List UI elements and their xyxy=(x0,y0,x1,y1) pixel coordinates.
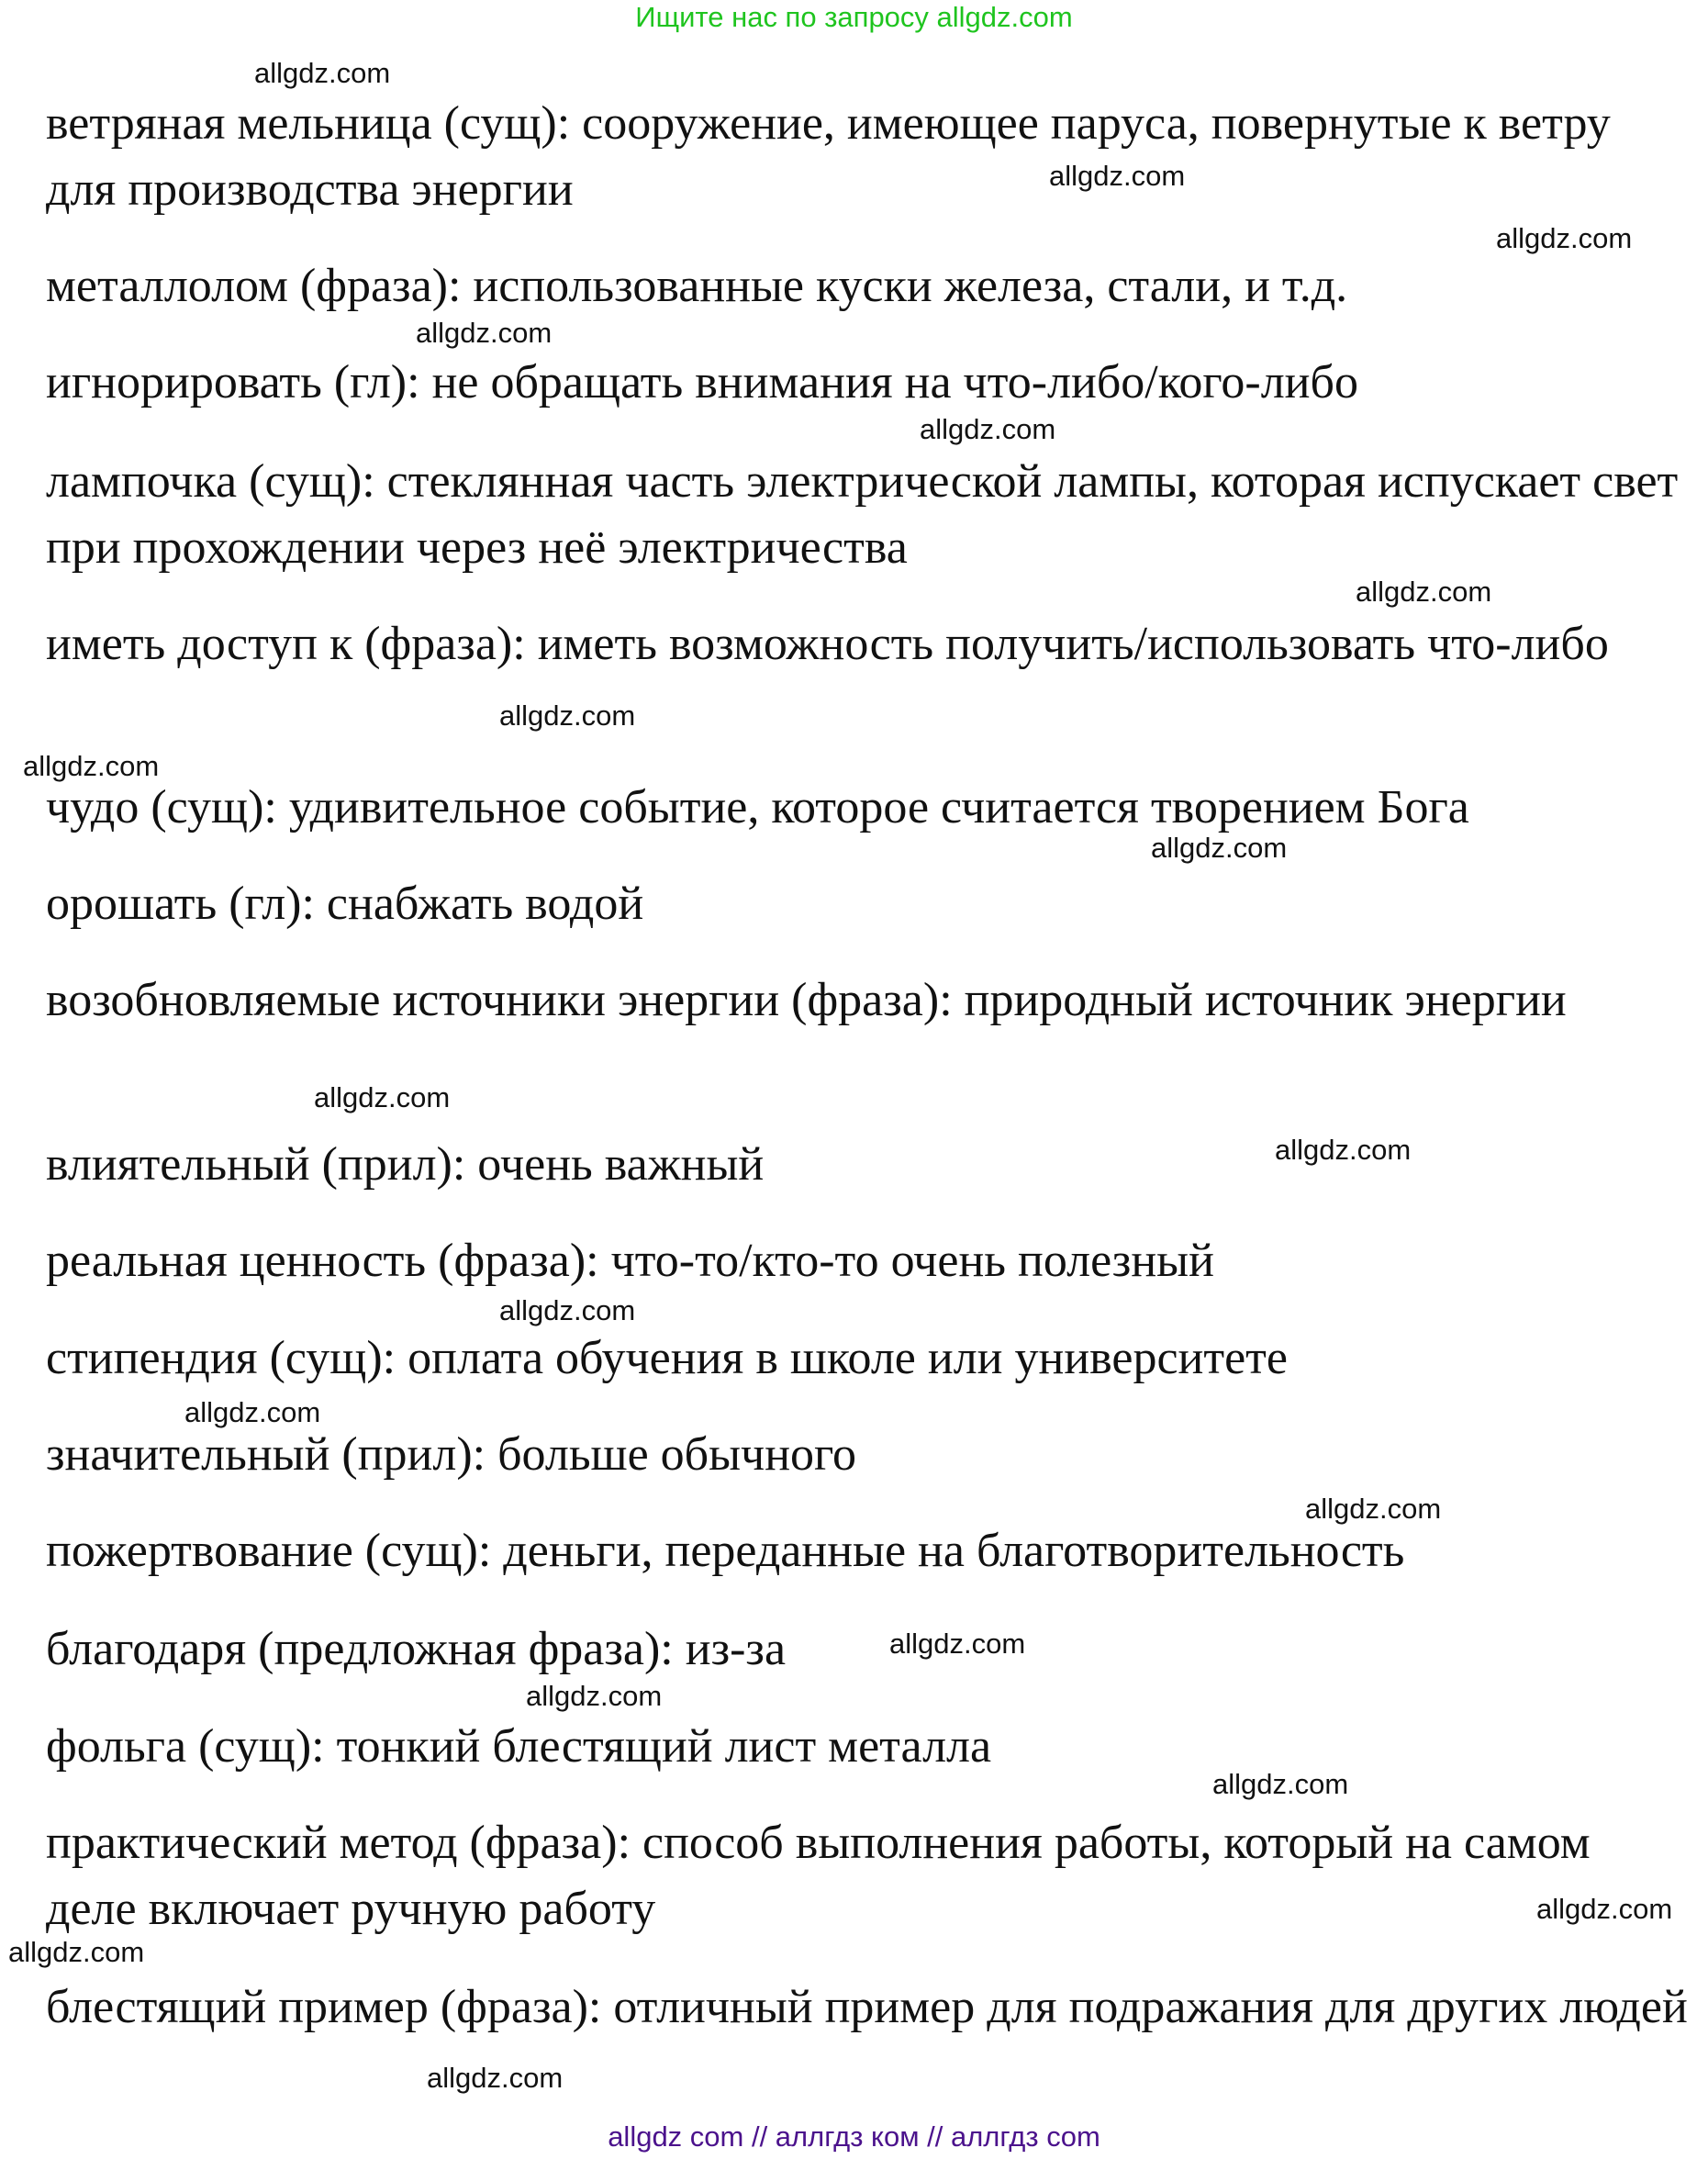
watermark-text: allgdz.com xyxy=(1275,1134,1412,1166)
watermark-text: allgdz.com xyxy=(920,413,1056,445)
watermark-text: allgdz.com xyxy=(1536,1893,1673,1925)
vocabulary-entry: практический метод (фраза): способ выполнения работы, который на самом деле включает ручную работу xyxy=(46,1817,1591,1935)
vocabulary-entry: игнорировать (гл): не обращать внимания на что-либо/кого-либо xyxy=(46,356,1358,408)
vocabulary-entry: фольга (сущ): тонкий блестящий лист металла xyxy=(46,1720,992,1773)
search-banner: Ищите нас по запросу allgdz.com xyxy=(635,1,1073,33)
watermark-text: allgdz.com xyxy=(254,57,391,89)
watermark-text: allgdz.com xyxy=(1356,576,1492,608)
watermark-text: allgdz.com xyxy=(23,750,160,782)
watermark-text: allgdz.com xyxy=(499,1294,636,1326)
vocabulary-entry: металлолом (фраза): использованные куски железа, стали, и т.д. xyxy=(46,260,1348,312)
vocabulary-entry: влиятельный (прил): очень важный xyxy=(46,1138,765,1191)
vocabulary-entry: орошать (гл): снабжать водой xyxy=(46,878,644,930)
vocabulary-entry: блестящий пример (фраза): отличный пример для подражания для других людей xyxy=(46,1981,1688,2033)
watermark-text: allgdz.com xyxy=(889,1628,1026,1660)
watermark-text: allgdz.com xyxy=(499,699,636,732)
watermark-text: allgdz.com xyxy=(427,2062,564,2094)
watermark-text: allgdz.com xyxy=(1496,222,1633,254)
footer-banner: allgdz com // аллгдз ком // аллгдз com xyxy=(608,2120,1100,2153)
watermark-text: allgdz.com xyxy=(1212,1768,1349,1800)
vocabulary-entry: пожертвование (сущ): деньги, переданные на благотворительность xyxy=(46,1525,1405,1577)
watermark-text: allgdz.com xyxy=(8,1936,145,1968)
vocabulary-entry: значительный (прил): больше обычного xyxy=(46,1428,857,1481)
watermark-text: allgdz.com xyxy=(526,1680,663,1712)
watermark-text: allgdz.com xyxy=(1305,1493,1442,1525)
watermark-text: allgdz.com xyxy=(416,317,553,349)
vocabulary-entry: реальная ценность (фраза): что-то/кто-то очень полезный xyxy=(46,1235,1214,1287)
watermark-text: allgdz.com xyxy=(1049,160,1186,192)
watermark-text: allgdz.com xyxy=(1151,832,1288,864)
vocabulary-entry: возобновляемые источники энергии (фраза): природный источник энергии xyxy=(46,974,1567,1026)
vocabulary-entry: лампочка (сущ): стеклянная часть электрической лампы, которая испускает свет при прохождении через неё электричества xyxy=(46,455,1679,574)
watermark-text: allgdz.com xyxy=(314,1081,451,1113)
vocabulary-entry: чудо (сущ): удивительное событие, которое считается творением Бога xyxy=(46,781,1469,833)
vocabulary-entry: стипендия (сущ): оплата обучения в школе или университете xyxy=(46,1332,1288,1384)
vocabulary-entry: ветряная мельница (сущ): сооружение, имеющее паруса, повернутые к ветру для производства энергии xyxy=(46,97,1611,216)
vocabulary-entry: иметь доступ к (фраза): иметь возможность получить/использовать что-либо xyxy=(46,618,1609,670)
vocabulary-entry: благодаря (предложная фраза): из-за xyxy=(46,1623,787,1675)
watermark-text: allgdz.com xyxy=(184,1396,321,1428)
